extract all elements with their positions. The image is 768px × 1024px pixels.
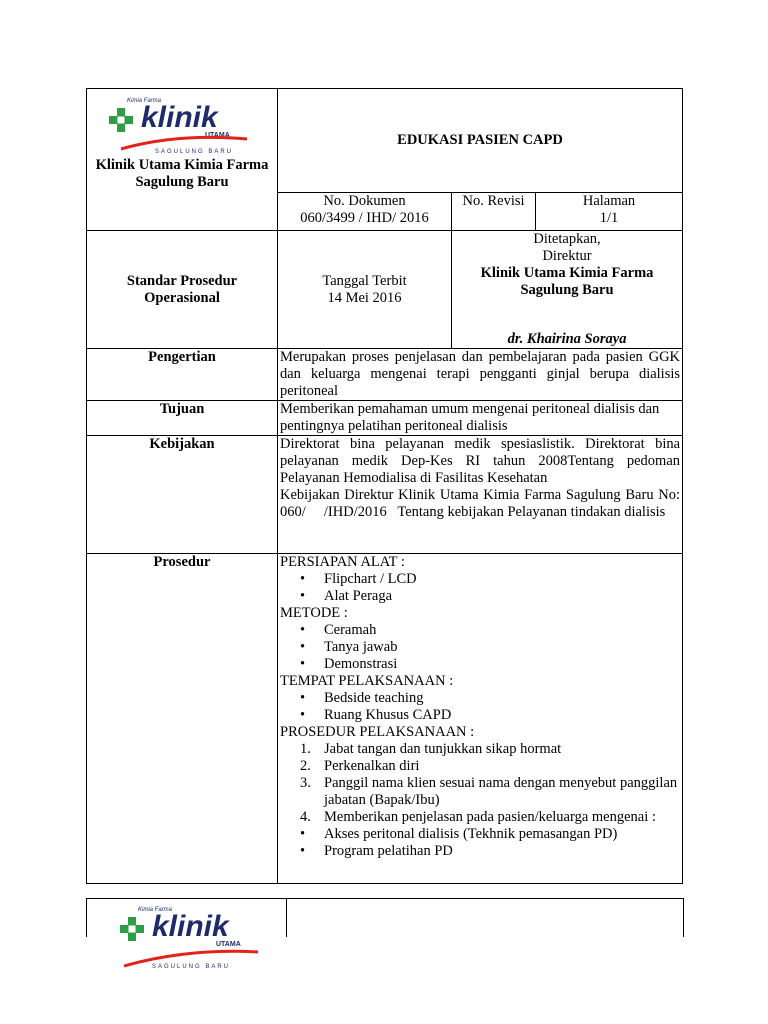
list-item: • Ceramah [324, 622, 680, 639]
step-text: Panggil nama klien sesuai nama dengan menyebut panggilan jabatan (Bapak/Ibu) [324, 775, 678, 808]
logo-tag: SAGULUNG BARU [155, 149, 234, 155]
step-number: 4. [300, 809, 311, 825]
pengertian-text: Merupakan proses penjelasan dan pembelajaran pada pasien GGK dan keluarga mengenai terapi pengganti ginjal berupa dialisis peritoneal [278, 349, 683, 401]
step-number: 2. [300, 758, 311, 774]
step-item [300, 758, 680, 775]
tujuan-label: Tujuan [87, 401, 278, 436]
logo-cell [87, 89, 278, 231]
step-item [300, 775, 680, 809]
prosedur-cell [278, 554, 683, 884]
revision-label: No. Revisi [462, 193, 525, 209]
pelaksanaan-title: PROSEDUR PELAKSANAAN : [280, 724, 475, 740]
logo-swoosh [121, 137, 247, 149]
clinic-name: Klinik Utama Kimia Farma Sagulung Baru [95, 157, 269, 190]
step-number: 1. [300, 741, 311, 757]
pengertian-label: Pengertian [87, 349, 278, 401]
list-item: • Bedside teaching [324, 690, 680, 707]
list-item: • Flipchart / LCD [324, 571, 680, 588]
doc-number-label: No. Dokumen [323, 193, 406, 209]
issue-date-label: Tanggal Terbit [322, 272, 407, 289]
approver-org-line2: Sagulung Baru [520, 282, 614, 298]
sop-table [86, 88, 683, 884]
approver-org-line1: Klinik Utama Kimia Farma [480, 265, 654, 281]
logo-sub: UTAMA [205, 132, 230, 139]
step-text: Memberikan penjelasan pada pasien/keluarga mengenai : [324, 809, 656, 825]
metode-list [280, 622, 680, 673]
logo-brand-small: Kimia Farma [138, 907, 173, 913]
signatory-name: dr. Khairina Soraya [507, 331, 627, 347]
step-item [300, 809, 680, 826]
cross-icon [109, 108, 133, 132]
next-page-logo [118, 902, 268, 972]
tujuan-text: Memberikan pemahaman umum mengenai peritoneal dialisis dan pentingnya pelatihan peritoneal dialisis [278, 401, 683, 436]
page-value: 1/1 [599, 210, 619, 226]
kebijakan-label: Kebijakan [87, 436, 278, 554]
list-item: • Tanya jawab [324, 639, 680, 656]
logo-tag: SAGULUNG BARU [152, 964, 231, 970]
sop-label-line2: Operasional [144, 289, 220, 306]
document-title: EDUKASI PASIEN CAPD [278, 89, 683, 193]
klinik-logo-graphic-2 [118, 902, 268, 972]
tempat-list [280, 690, 680, 724]
sop-label-cell [87, 231, 278, 349]
metode-title: METODE : [280, 605, 348, 621]
doc-number-cell [278, 193, 452, 231]
prosedur-label: Prosedur [87, 554, 278, 884]
step-number: 3. [300, 775, 311, 791]
page-cell [536, 193, 683, 231]
next-page-divider [286, 899, 287, 937]
set-by-label: Ditetapkan, [533, 231, 601, 247]
kebijakan-text-1: Direktorat bina pelayanan medik spesiaslistik. Direktorat bina pelayanan medik Dep-Kes RI tahun 2008Tentang pedoman Pelayanan Hemodialisa di Fasilitas Kesehatan [280, 436, 681, 486]
sop-label-line1: Standar Prosedur [126, 272, 238, 289]
step-text: Perkenalkan diri [324, 758, 420, 774]
logo-word: klinik [152, 910, 229, 943]
list-item: • Program pelatihan PD [324, 843, 680, 860]
persiapan-title: PERSIAPAN ALAT : [280, 554, 405, 570]
logo-brand-small: Kimia Farma [127, 98, 162, 104]
approval-cell [452, 231, 683, 349]
persiapan-list [280, 571, 680, 605]
klinik-logo-graphic [107, 93, 257, 155]
kebijakan-text-2: Kebijakan Direktur Klinik Utama Kimia Farma Sagulung Baru No: 060/ /IHD/2016 Tentang kebijakan Pelayanan tindakan dialisis [280, 487, 684, 520]
doc-number-value: 060/3499 / IHD/ 2016 [300, 210, 429, 226]
list-item: • Demonstrasi [324, 656, 680, 673]
page-label: Halaman [582, 193, 636, 209]
pelaksanaan-steps [280, 741, 680, 826]
cross-icon [120, 917, 144, 941]
step-item [300, 741, 680, 758]
director-label: Direktur [542, 248, 592, 264]
kebijakan-cell [278, 436, 683, 554]
sub-items-list [280, 826, 680, 860]
list-item: • Akses peritonal dialisis (Tekhnik pemasangan PD) [324, 826, 680, 843]
list-item: • Ruang Khusus CAPD [324, 707, 680, 724]
issue-date-cell [278, 231, 452, 349]
revision-cell [452, 193, 536, 231]
issue-date-value: 14 Mei 2016 [327, 289, 402, 306]
step-text: Jabat tangan dan tunjukkan sikap hormat [324, 741, 562, 757]
klinik-logo [107, 93, 257, 155]
logo-word: klinik [141, 101, 218, 134]
logo-sub: UTAMA [216, 941, 241, 948]
list-item: • Alat Peraga [324, 588, 680, 605]
tempat-title: TEMPAT PELAKSANAAN : [280, 673, 454, 689]
